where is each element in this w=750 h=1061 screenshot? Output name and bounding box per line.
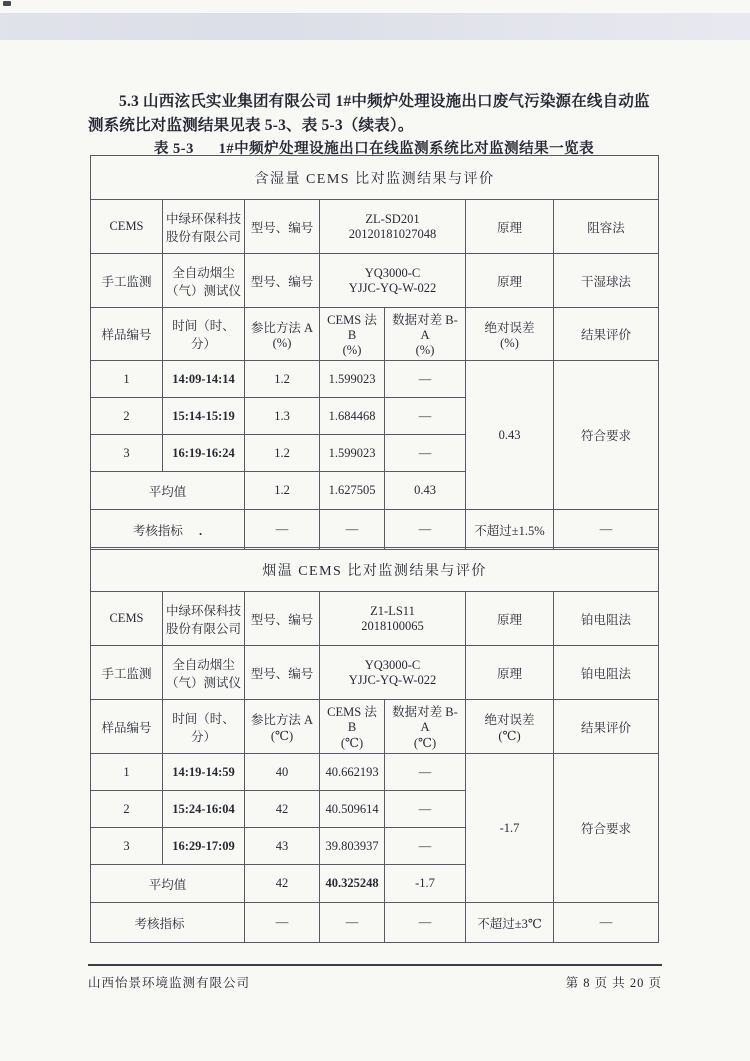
model-serial-cell (320, 646, 466, 700)
assessment-blank-cell: — (385, 510, 466, 550)
footer-company: 山西怡景环境监测有限公司 (88, 976, 251, 990)
section-5-3-paragraph (88, 90, 666, 137)
average-cems-cell: 1.627505 (320, 472, 385, 510)
column-header-line1: CEMS 法 B (327, 313, 377, 342)
time-cell: 14:19-14:59 (163, 754, 245, 791)
vendor-cell: 中绿环保科技股份有限公司 (163, 200, 245, 254)
average-ref-cell: 42 (245, 865, 320, 903)
table-title: 烟温 CEMS 比对监测结果与评价 (91, 548, 659, 592)
cems-value-cell: 40.509614 (320, 791, 385, 828)
column-header-unit: (%) (342, 343, 362, 357)
principle-cell: 铂电阻法 (554, 646, 659, 700)
principle-cell: 阻容法 (554, 200, 659, 254)
model-label-cell: 型号、编号 (245, 646, 320, 700)
humidity-cems-table (90, 155, 659, 550)
model-number: YQ3000-C (364, 265, 421, 280)
time-cell: 16:19-16:24 (163, 435, 245, 472)
table-5-3-caption: 表 5-3 1#中频炉处理设施出口在线监测系统比对监测结果一览表 (153, 141, 595, 157)
principle-cell: 干湿球法 (554, 254, 659, 308)
page-footer (88, 964, 662, 991)
assessment-label-cell (91, 903, 245, 943)
model-number: ZL-SD201 (365, 211, 420, 226)
time-cell: 15:24-16:04 (163, 791, 245, 828)
column-header (245, 308, 320, 361)
sample-no-cell: 3 (91, 828, 163, 865)
average-cems-cell: 40.325248 (320, 865, 385, 903)
device-cell: 全自动烟尘（气）测试仪 (163, 646, 245, 700)
abs-error-cell: 0.43 (466, 361, 554, 510)
assessment-blank-cell: — (245, 510, 320, 550)
assessment-result-cell: — (554, 510, 659, 550)
instrument-kind-cell: 手工监测 (91, 254, 163, 308)
ref-method-cell: 40 (245, 754, 320, 791)
table-title-row (91, 156, 659, 200)
column-header (385, 700, 466, 754)
column-header: 时间（时、分） (163, 308, 245, 361)
abs-error-cell: -1.7 (466, 754, 554, 903)
column-header-unit: (℃) (498, 728, 521, 743)
model-serial-cell (320, 592, 466, 646)
column-header: 样品编号 (91, 308, 163, 361)
diff-cell: — (385, 398, 466, 435)
column-header-line1: 绝对误差 (484, 320, 535, 335)
cems-value-cell: 1.599023 (320, 361, 385, 398)
cems-value-cell: 40.662193 (320, 754, 385, 791)
assessment-result-cell: — (554, 903, 659, 943)
serial-number: YJJC-YQ-W-022 (348, 672, 437, 687)
principle-label-cell: 原理 (466, 592, 554, 646)
column-header (385, 308, 466, 361)
diff-cell: — (385, 435, 466, 472)
column-header-line1: 绝对误差 (484, 712, 535, 727)
column-header (466, 308, 554, 361)
footer-page-number: 第 8 页 共 20 页 (565, 976, 662, 990)
instrument-kind-cell: 手工监测 (91, 646, 163, 700)
assessment-blank-cell: — (320, 903, 385, 943)
column-header: 样品编号 (91, 700, 163, 754)
assessment-limit-cell: 不超过±1.5% (466, 510, 554, 550)
flue-temperature-cems-table (90, 547, 659, 943)
diff-cell: — (385, 754, 466, 791)
model-number: YQ3000-C (364, 657, 421, 672)
assessment-blank-cell: — (385, 903, 466, 943)
serial-number: 2018100065 (361, 618, 424, 633)
model-label-cell: 型号、编号 (245, 592, 320, 646)
assessment-blank-cell: — (320, 510, 385, 550)
stray-dot-mark: . (198, 523, 203, 538)
assessment-row (91, 903, 659, 943)
column-header-line1: 数据对差 B-A (392, 313, 458, 342)
column-header (320, 308, 385, 361)
sample-row (91, 361, 659, 398)
column-header-unit: (℃) (340, 736, 364, 750)
column-header: 结果评价 (554, 700, 659, 754)
column-header-row (91, 308, 659, 361)
paragraph-line-1: 5.3 山西泫氏实业集团有限公司 1#中频炉处理设施出口废气污染源在线自动监 (119, 93, 650, 110)
column-header (466, 700, 554, 754)
diff-cell: — (385, 828, 466, 865)
model-serial-cell (320, 200, 466, 254)
ref-method-cell: 1.2 (245, 435, 320, 472)
paragraph-line-2: 测系统比对监测结果见表 5-3、表 5-3（续表）。 (88, 116, 414, 134)
vendor-cell: 中绿环保科技股份有限公司 (163, 592, 245, 646)
sample-no-cell: 2 (91, 791, 163, 828)
column-header-row (91, 700, 659, 754)
model-number: Z1-LS11 (370, 603, 415, 618)
diff-cell: — (385, 791, 466, 828)
device-cell: 全自动烟尘（气）测试仪 (163, 254, 245, 308)
sample-no-cell: 1 (91, 361, 163, 398)
assessment-limit-cell: 不超过±3℃ (466, 903, 554, 943)
serial-number: YJJC-YQ-W-022 (348, 280, 437, 295)
assessment-label: 考核指标 (132, 523, 183, 538)
ref-method-cell: 1.2 (245, 361, 320, 398)
average-diff-cell: 0.43 (385, 472, 466, 510)
scan-shadow-band (0, 13, 750, 40)
average-label-cell: 平均值 (91, 472, 245, 510)
assessment-label-cell (91, 510, 245, 550)
model-label-cell: 型号、编号 (245, 200, 320, 254)
cems-instrument-row (91, 592, 659, 646)
principle-label-cell: 原理 (466, 200, 554, 254)
evaluation-cell: 符合要求 (554, 361, 659, 510)
table-title: 含湿量 CEMS 比对监测结果与评价 (91, 156, 659, 200)
cems-value-cell: 1.684468 (320, 398, 385, 435)
table-title-row (91, 548, 659, 592)
column-header-line1: 参比方法 A (250, 320, 314, 335)
column-header-line1: 参比方法 A (250, 712, 314, 727)
average-diff-cell: -1.7 (385, 865, 466, 903)
assessment-label: 考核指标 (134, 916, 185, 931)
evaluation-cell: 符合要求 (554, 754, 659, 903)
sample-row (91, 754, 659, 791)
assessment-row (91, 510, 659, 550)
assessment-blank-cell: — (245, 903, 320, 943)
average-label-cell: 平均值 (91, 865, 245, 903)
column-header-unit: (℃) (270, 728, 294, 743)
average-ref-cell: 1.2 (245, 472, 320, 510)
diff-cell: — (385, 361, 466, 398)
instrument-kind-cell: CEMS (91, 592, 163, 646)
time-cell: 14:09-14:14 (163, 361, 245, 398)
column-header (245, 700, 320, 754)
model-label-cell: 型号、编号 (245, 254, 320, 308)
column-header: 结果评价 (554, 308, 659, 361)
manual-instrument-row (91, 646, 659, 700)
ref-method-cell: 43 (245, 828, 320, 865)
column-header-unit: (%) (272, 335, 292, 350)
sample-no-cell: 1 (91, 754, 163, 791)
ref-method-cell: 42 (245, 791, 320, 828)
column-header-unit: (%) (415, 343, 435, 357)
scan-speck (3, 1, 11, 6)
principle-label-cell: 原理 (466, 646, 554, 700)
sample-no-cell: 3 (91, 435, 163, 472)
cems-value-cell: 39.803937 (320, 828, 385, 865)
column-header (320, 700, 385, 754)
column-header-line1: 数据对差 B-A (392, 705, 458, 734)
sample-no-cell: 2 (91, 398, 163, 435)
column-header: 时间（时、分） (163, 700, 245, 754)
cems-instrument-row (91, 200, 659, 254)
model-serial-cell (320, 254, 466, 308)
cems-value-cell: 1.599023 (320, 435, 385, 472)
ref-method-cell: 1.3 (245, 398, 320, 435)
time-cell: 16:29-17:09 (163, 828, 245, 865)
column-header-line1: CEMS 法 B (327, 705, 377, 734)
principle-label-cell: 原理 (466, 254, 554, 308)
column-header-unit: (%) (500, 335, 519, 350)
instrument-kind-cell: CEMS (91, 200, 163, 254)
serial-number: 20120181027048 (348, 226, 437, 241)
column-header-unit: (℃) (413, 736, 437, 750)
time-cell: 15:14-15:19 (163, 398, 245, 435)
manual-instrument-row (91, 254, 659, 308)
principle-cell: 铂电阻法 (554, 592, 659, 646)
